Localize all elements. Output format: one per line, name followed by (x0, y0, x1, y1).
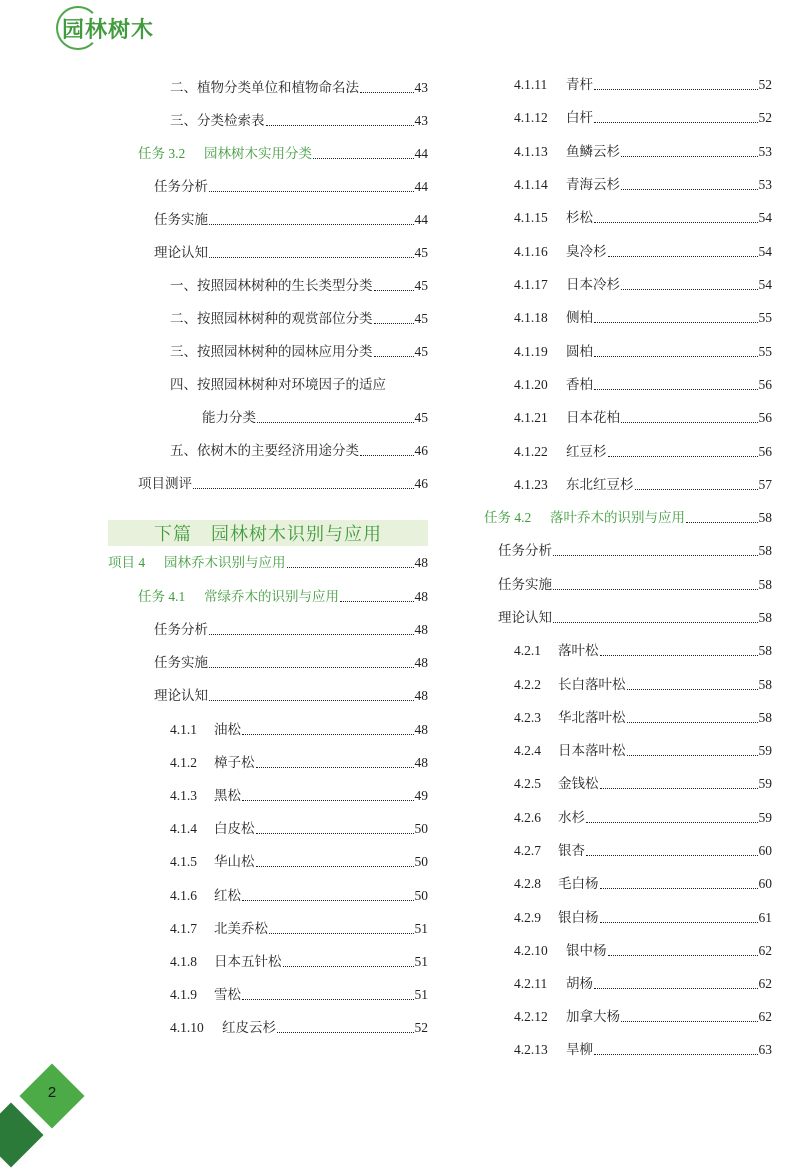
toc-dot-leader (621, 288, 758, 290)
toc-entry-number: 4.1.23 (514, 477, 548, 492)
toc-entry-page: 50 (414, 854, 428, 869)
toc-dot-leader (621, 421, 758, 423)
toc-dot-leader (257, 421, 414, 423)
toc-dot-leader (209, 699, 414, 701)
toc-entry-number: 4.1.7 (170, 921, 197, 936)
toc-entry-page: 48 (414, 555, 428, 570)
toc-entry-title: 臭冷杉 (566, 244, 607, 260)
toc-dot-leader (608, 455, 758, 457)
toc-entry-title: 金钱松 (558, 776, 599, 792)
toc-entry[interactable] (484, 608, 772, 628)
toc-dot-leader (594, 355, 758, 357)
toc-entry-number: 4.1.20 (514, 377, 548, 392)
toc-entry[interactable] (484, 941, 772, 961)
toc-entry-title: 杉松 (566, 210, 593, 226)
toc-entry-page: 51 (414, 987, 428, 1002)
toc-entry-page: 55 (758, 344, 772, 359)
toc-entry-title: 理论认知 (154, 245, 208, 261)
toc-dot-leader (266, 124, 414, 126)
toc-dot-leader (193, 487, 414, 489)
toc-dot-leader (608, 255, 758, 257)
toc-dot-leader (283, 965, 414, 967)
toc-dot-leader (594, 121, 758, 123)
toc-entry-title: 常绿乔木的识别与应用 (204, 589, 339, 605)
toc-entry[interactable] (484, 1040, 772, 1060)
toc-dot-leader (242, 998, 414, 1000)
toc-entry-page: 53 (758, 144, 772, 159)
toc-entry[interactable] (108, 720, 428, 740)
toc-entry-number: 任务 4.1 (138, 589, 186, 604)
toc-entry-title: 任务分析 (154, 179, 208, 195)
toc-entry-number: 4.1.5 (170, 854, 197, 869)
toc-entry-title: 落叶松 (558, 643, 599, 659)
toc-entry-title: 任务分析 (498, 543, 552, 559)
toc-entry-page: 54 (758, 244, 772, 259)
toc-entry[interactable] (108, 474, 428, 494)
toc-entry[interactable] (484, 874, 772, 894)
toc-dot-leader (242, 799, 414, 801)
toc-entry-title: 项目测评 (138, 476, 192, 492)
toc-entry-page: 49 (414, 788, 428, 803)
toc-entry-title: 油松 (214, 722, 241, 738)
toc-entry-title: 胡杨 (566, 976, 593, 992)
toc-entry[interactable] (108, 210, 428, 230)
toc-entry-page: 52 (758, 110, 772, 125)
toc-entry-number: 4.1.14 (514, 177, 548, 192)
toc-entry-title: 五、依树木的主要经济用途分类 (170, 443, 359, 459)
toc-entry-page: 59 (758, 810, 772, 825)
toc-dot-leader (360, 454, 414, 456)
toc-entry-page: 45 (414, 344, 428, 359)
toc-entry-title: 侧柏 (566, 310, 593, 326)
toc-entry-page: 60 (758, 843, 772, 858)
toc-entry[interactable] (108, 1018, 428, 1038)
toc-dot-leader (256, 766, 414, 768)
toc-entry-number: 4.1.4 (170, 821, 197, 836)
toc-entry-title: 园林树木实用分类 (204, 146, 312, 162)
toc-entry-number: 4.2.1 (514, 643, 541, 658)
page-number: 2 (47, 1084, 57, 1101)
toc-entry[interactable] (108, 553, 428, 573)
toc-entry-number: 4.1.17 (514, 277, 548, 292)
toc-entry-page: 58 (758, 643, 772, 658)
toc-entry-number: 4.2.4 (514, 743, 541, 758)
toc-entry[interactable] (108, 686, 428, 706)
toc-entry-number: 4.2.8 (514, 876, 541, 891)
toc-dot-leader (594, 321, 758, 323)
toc-entry-title: 白皮松 (214, 821, 255, 837)
toc-dot-leader (242, 899, 414, 901)
toc-dot-leader (313, 157, 414, 159)
toc-entry-title: 加拿大杨 (566, 1009, 620, 1025)
toc-entry[interactable] (108, 276, 428, 296)
toc-entry-number: 4.1.3 (170, 788, 197, 803)
toc-entry-page: 59 (758, 776, 772, 791)
toc-dot-leader (209, 256, 414, 258)
toc-entry-page: 56 (758, 377, 772, 392)
toc-dot-leader (594, 1053, 758, 1055)
toc-entry-page: 62 (758, 943, 772, 958)
toc-entry[interactable] (484, 708, 772, 728)
toc-entry-number: 4.2.13 (514, 1042, 548, 1057)
toc-entry-number: 4.1.8 (170, 954, 197, 969)
toc-entry[interactable] (108, 309, 428, 329)
toc-entry-page: 45 (414, 278, 428, 293)
toc-dot-leader (600, 787, 758, 789)
toc-entry-title: 银中杨 (566, 943, 607, 959)
toc-dot-leader (242, 733, 414, 735)
toc-entry-title: 任务实施 (498, 577, 552, 593)
toc-dot-leader (374, 322, 414, 324)
toc-entry[interactable] (108, 620, 428, 640)
toc-entry[interactable] (108, 852, 428, 872)
toc-dot-leader (209, 666, 414, 668)
toc-entry-page: 54 (758, 210, 772, 225)
toc-entry[interactable] (484, 1007, 772, 1027)
toc-entry[interactable] (108, 819, 428, 839)
toc-entry-page: 46 (414, 476, 428, 491)
toc-entry[interactable] (484, 508, 772, 528)
toc-entry[interactable] (484, 808, 772, 828)
toc-entry[interactable] (484, 175, 772, 195)
toc-entry[interactable] (108, 375, 428, 395)
toc-dot-leader (608, 954, 758, 956)
toc-entry-number: 4.1.13 (514, 144, 548, 159)
toc-entry-page: 54 (758, 277, 772, 292)
toc-dot-leader (209, 633, 414, 635)
toc-entry-title: 白杆 (566, 110, 593, 126)
toc-entry-title: 毛白杨 (558, 876, 599, 892)
toc-entry-title: 银杏 (558, 843, 585, 859)
toc-dot-leader (360, 91, 414, 93)
toc-entry-title: 圆柏 (566, 344, 593, 360)
toc-dot-leader (269, 932, 414, 934)
toc-entry[interactable] (108, 441, 428, 461)
toc-entry-number: 任务 3.2 (138, 146, 186, 161)
toc-entry-title: 一、按照园林树种的生长类型分类 (170, 278, 373, 294)
toc-dot-leader (635, 488, 758, 490)
toc-entry-page: 58 (758, 577, 772, 592)
toc-entry-title: 三、分类检索表 (170, 113, 265, 129)
toc-entry-page: 62 (758, 1009, 772, 1024)
toc-entry-page: 46 (414, 443, 428, 458)
toc-entry-number: 4.1.10 (170, 1020, 204, 1035)
toc-dot-leader (374, 355, 414, 357)
toc-entry-page: 58 (758, 543, 772, 558)
toc-entry-title: 任务分析 (154, 622, 208, 638)
toc-dot-leader (594, 987, 758, 989)
toc-entry-page: 58 (758, 510, 772, 525)
toc-entry-page: 59 (758, 743, 772, 758)
toc-dot-leader (256, 865, 414, 867)
toc-entry[interactable] (484, 275, 772, 295)
toc-entry-number: 4.1.11 (514, 77, 548, 92)
toc-dot-leader (209, 190, 414, 192)
toc-entry-number: 4.2.3 (514, 710, 541, 725)
toc-entry-title: 理论认知 (154, 688, 208, 704)
toc-entry[interactable] (108, 177, 428, 197)
toc-entry-page: 44 (414, 179, 428, 194)
toc-dot-leader (621, 1020, 758, 1022)
toc-dot-leader (277, 1031, 414, 1033)
toc-dot-leader (553, 554, 758, 556)
toc-entry[interactable] (484, 741, 772, 761)
toc-entry-number: 4.1.18 (514, 310, 548, 325)
toc-dot-leader (256, 832, 414, 834)
toc-entry-page: 48 (414, 655, 428, 670)
toc-entry-title: 樟子松 (214, 755, 255, 771)
toc-entry-page: 43 (414, 80, 428, 95)
toc-entry-page: 60 (758, 876, 772, 891)
toc-entry-number: 4.1.1 (170, 722, 197, 737)
toc-entry[interactable] (108, 342, 428, 362)
toc-entry-title: 理论认知 (498, 610, 552, 626)
toc-entry-page: 48 (414, 589, 428, 604)
toc-entry-title: 红松 (214, 888, 241, 904)
toc-dot-leader (586, 854, 758, 856)
toc-entry-page: 58 (758, 610, 772, 625)
toc-entry[interactable] (484, 675, 772, 695)
toc-dot-leader (686, 521, 758, 523)
toc-entry-number: 4.1.12 (514, 110, 548, 125)
toc-entry-title: 园林乔木识别与应用 (164, 555, 286, 571)
toc-entry[interactable] (484, 242, 772, 262)
toc-entry-page: 58 (758, 677, 772, 692)
toc-entry-page: 57 (758, 477, 772, 492)
toc-entry[interactable] (484, 208, 772, 228)
toc-entry-title: 银白杨 (558, 910, 599, 926)
toc-entry-page: 51 (414, 954, 428, 969)
toc-entry[interactable] (108, 78, 428, 98)
toc-entry-number: 4.2.11 (514, 976, 548, 991)
toc-entry[interactable] (108, 111, 428, 131)
toc-entry-page: 62 (758, 976, 772, 991)
toc-entry-page: 52 (758, 77, 772, 92)
toc-entry[interactable] (108, 408, 428, 428)
toc-entry-number: 4.1.22 (514, 444, 548, 459)
toc-dot-leader (340, 600, 414, 602)
toc-entry[interactable] (484, 75, 772, 95)
toc-entry-title: 鱼鳞云杉 (566, 144, 620, 160)
toc-entry-number: 4.2.12 (514, 1009, 548, 1024)
toc-entry-page: 50 (414, 821, 428, 836)
toc-entry[interactable] (108, 919, 428, 939)
toc-entry-title: 日本五针松 (214, 954, 282, 970)
toc-entry-title: 东北红豆杉 (566, 477, 634, 493)
toc-entry-title: 北美乔松 (214, 921, 268, 937)
toc-entry-page: 45 (414, 311, 428, 326)
toc-dot-leader (209, 223, 414, 225)
toc-entry-page: 55 (758, 310, 772, 325)
toc-entry[interactable] (484, 908, 772, 928)
toc-entry-page: 44 (414, 146, 428, 161)
toc-entry-number: 4.1.6 (170, 888, 197, 903)
toc-dot-leader (594, 388, 758, 390)
toc-entry-number: 4.2.10 (514, 943, 548, 958)
toc-entry-title: 二、按照园林树种的观赏部位分类 (170, 311, 373, 327)
toc-entry[interactable] (484, 541, 772, 561)
toc-entry-number: 4.2.9 (514, 910, 541, 925)
logo (56, 6, 155, 50)
toc-entry-title: 长白落叶松 (558, 677, 626, 693)
toc-entry-title: 华北落叶松 (558, 710, 626, 726)
toc-entry[interactable] (108, 753, 428, 773)
toc-entry-page: 44 (414, 212, 428, 227)
toc-dot-leader (627, 688, 758, 690)
toc-entry-number: 4.1.16 (514, 244, 548, 259)
toc-entry-title: 任务实施 (154, 212, 208, 228)
toc-entry[interactable] (108, 985, 428, 1005)
toc-entry-number: 任务 4.2 (484, 510, 532, 525)
toc-entry-title: 水杉 (558, 810, 585, 826)
toc-entry[interactable] (484, 774, 772, 794)
toc-entry-title: 华山松 (214, 854, 255, 870)
toc-entry[interactable] (484, 575, 772, 595)
toc-entry-number: 4.2.2 (514, 677, 541, 692)
toc-entry-number: 4.1.19 (514, 344, 548, 359)
toc-entry-page: 58 (758, 710, 772, 725)
toc-entry-number: 4.1.15 (514, 210, 548, 225)
toc-entry[interactable] (108, 886, 428, 906)
toc-entry-page: 43 (414, 113, 428, 128)
toc-dot-leader (374, 289, 414, 291)
toc-dot-leader (621, 155, 758, 157)
toc-entry-page: 61 (758, 910, 772, 925)
toc-entry-page: 48 (414, 755, 428, 770)
toc-entry-number: 项目 4 (108, 555, 146, 570)
logo-text: 园林树木 (62, 17, 155, 43)
toc-entry[interactable] (108, 786, 428, 806)
toc-entry[interactable] (108, 587, 428, 607)
toc-entry-number: 4.2.5 (514, 776, 541, 791)
toc-entry[interactable] (484, 308, 772, 328)
toc-entry-page: 48 (414, 688, 428, 703)
toc-entry-title: 旱柳 (566, 1042, 593, 1058)
toc-dot-leader (594, 88, 758, 90)
toc-entry-title: 任务实施 (154, 655, 208, 671)
toc-entry-title: 香柏 (566, 377, 593, 393)
toc-entry-page: 51 (414, 921, 428, 936)
toc-entry-page: 45 (414, 245, 428, 260)
toc-entry[interactable] (484, 408, 772, 428)
toc-entry-title: 黑松 (214, 788, 241, 804)
toc-dot-leader (553, 588, 758, 590)
toc-entry-title: 红豆杉 (566, 444, 607, 460)
toc-entry-page: 53 (758, 177, 772, 192)
toc-entry-title: 日本花柏 (566, 410, 620, 426)
toc-dot-leader (287, 566, 414, 568)
toc-dot-leader (627, 721, 758, 723)
section-heading: 下篇 园林树木识别与应用 (108, 520, 428, 546)
toc-entry-title: 青海云杉 (566, 177, 620, 193)
toc-entry[interactable] (108, 243, 428, 263)
toc-dot-leader (553, 621, 758, 623)
toc-entry-page: 56 (758, 444, 772, 459)
toc-dot-leader (594, 221, 758, 223)
toc-entry-page: 50 (414, 888, 428, 903)
toc-entry-page: 45 (414, 410, 428, 425)
toc-entry-number: 4.1.9 (170, 987, 197, 1002)
toc-entry[interactable] (484, 442, 772, 462)
toc-dot-leader (586, 821, 758, 823)
toc-entry-page: 48 (414, 622, 428, 637)
toc-entry[interactable] (484, 342, 772, 362)
toc-entry-number: 4.1.2 (170, 755, 197, 770)
toc-entry-page: 63 (758, 1042, 772, 1057)
toc-entry[interactable] (484, 375, 772, 395)
toc-entry[interactable] (108, 144, 428, 164)
toc-entry-title: 日本冷杉 (566, 277, 620, 293)
toc-entry-number: 4.2.6 (514, 810, 541, 825)
toc-entry-title: 青杆 (566, 77, 593, 93)
toc-entry-title: 能力分类 (202, 410, 256, 426)
toc-entry-number: 4.2.7 (514, 843, 541, 858)
toc-entry-title: 四、按照园林树种对环境因子的适应 (170, 377, 386, 393)
toc-entry[interactable] (484, 841, 772, 861)
toc-entry[interactable] (108, 952, 428, 972)
toc-entry[interactable] (484, 142, 772, 162)
toc-entry-page: 52 (414, 1020, 428, 1035)
toc-entry-page: 48 (414, 722, 428, 737)
toc-entry[interactable] (484, 475, 772, 495)
toc-entry[interactable] (484, 974, 772, 994)
toc-entry-title: 日本落叶松 (558, 743, 626, 759)
toc-entry-title: 雪松 (214, 987, 241, 1003)
toc-entry-page: 56 (758, 410, 772, 425)
toc-entry[interactable] (484, 641, 772, 661)
toc-dot-leader (600, 921, 758, 923)
toc-dot-leader (600, 887, 758, 889)
toc-entry-title: 红皮云杉 (222, 1020, 276, 1036)
toc-entry-title: 落叶乔木的识别与应用 (550, 510, 685, 526)
toc-dot-leader (627, 754, 758, 756)
toc-dot-leader (621, 188, 758, 190)
toc-dot-leader (600, 654, 758, 656)
toc-entry-title: 三、按照园林树种的园林应用分类 (170, 344, 373, 360)
toc-entry-number: 4.1.21 (514, 410, 548, 425)
toc-entry[interactable] (484, 108, 772, 128)
toc-entry-title: 二、植物分类单位和植物命名法 (170, 80, 359, 96)
toc-entry[interactable] (108, 653, 428, 673)
